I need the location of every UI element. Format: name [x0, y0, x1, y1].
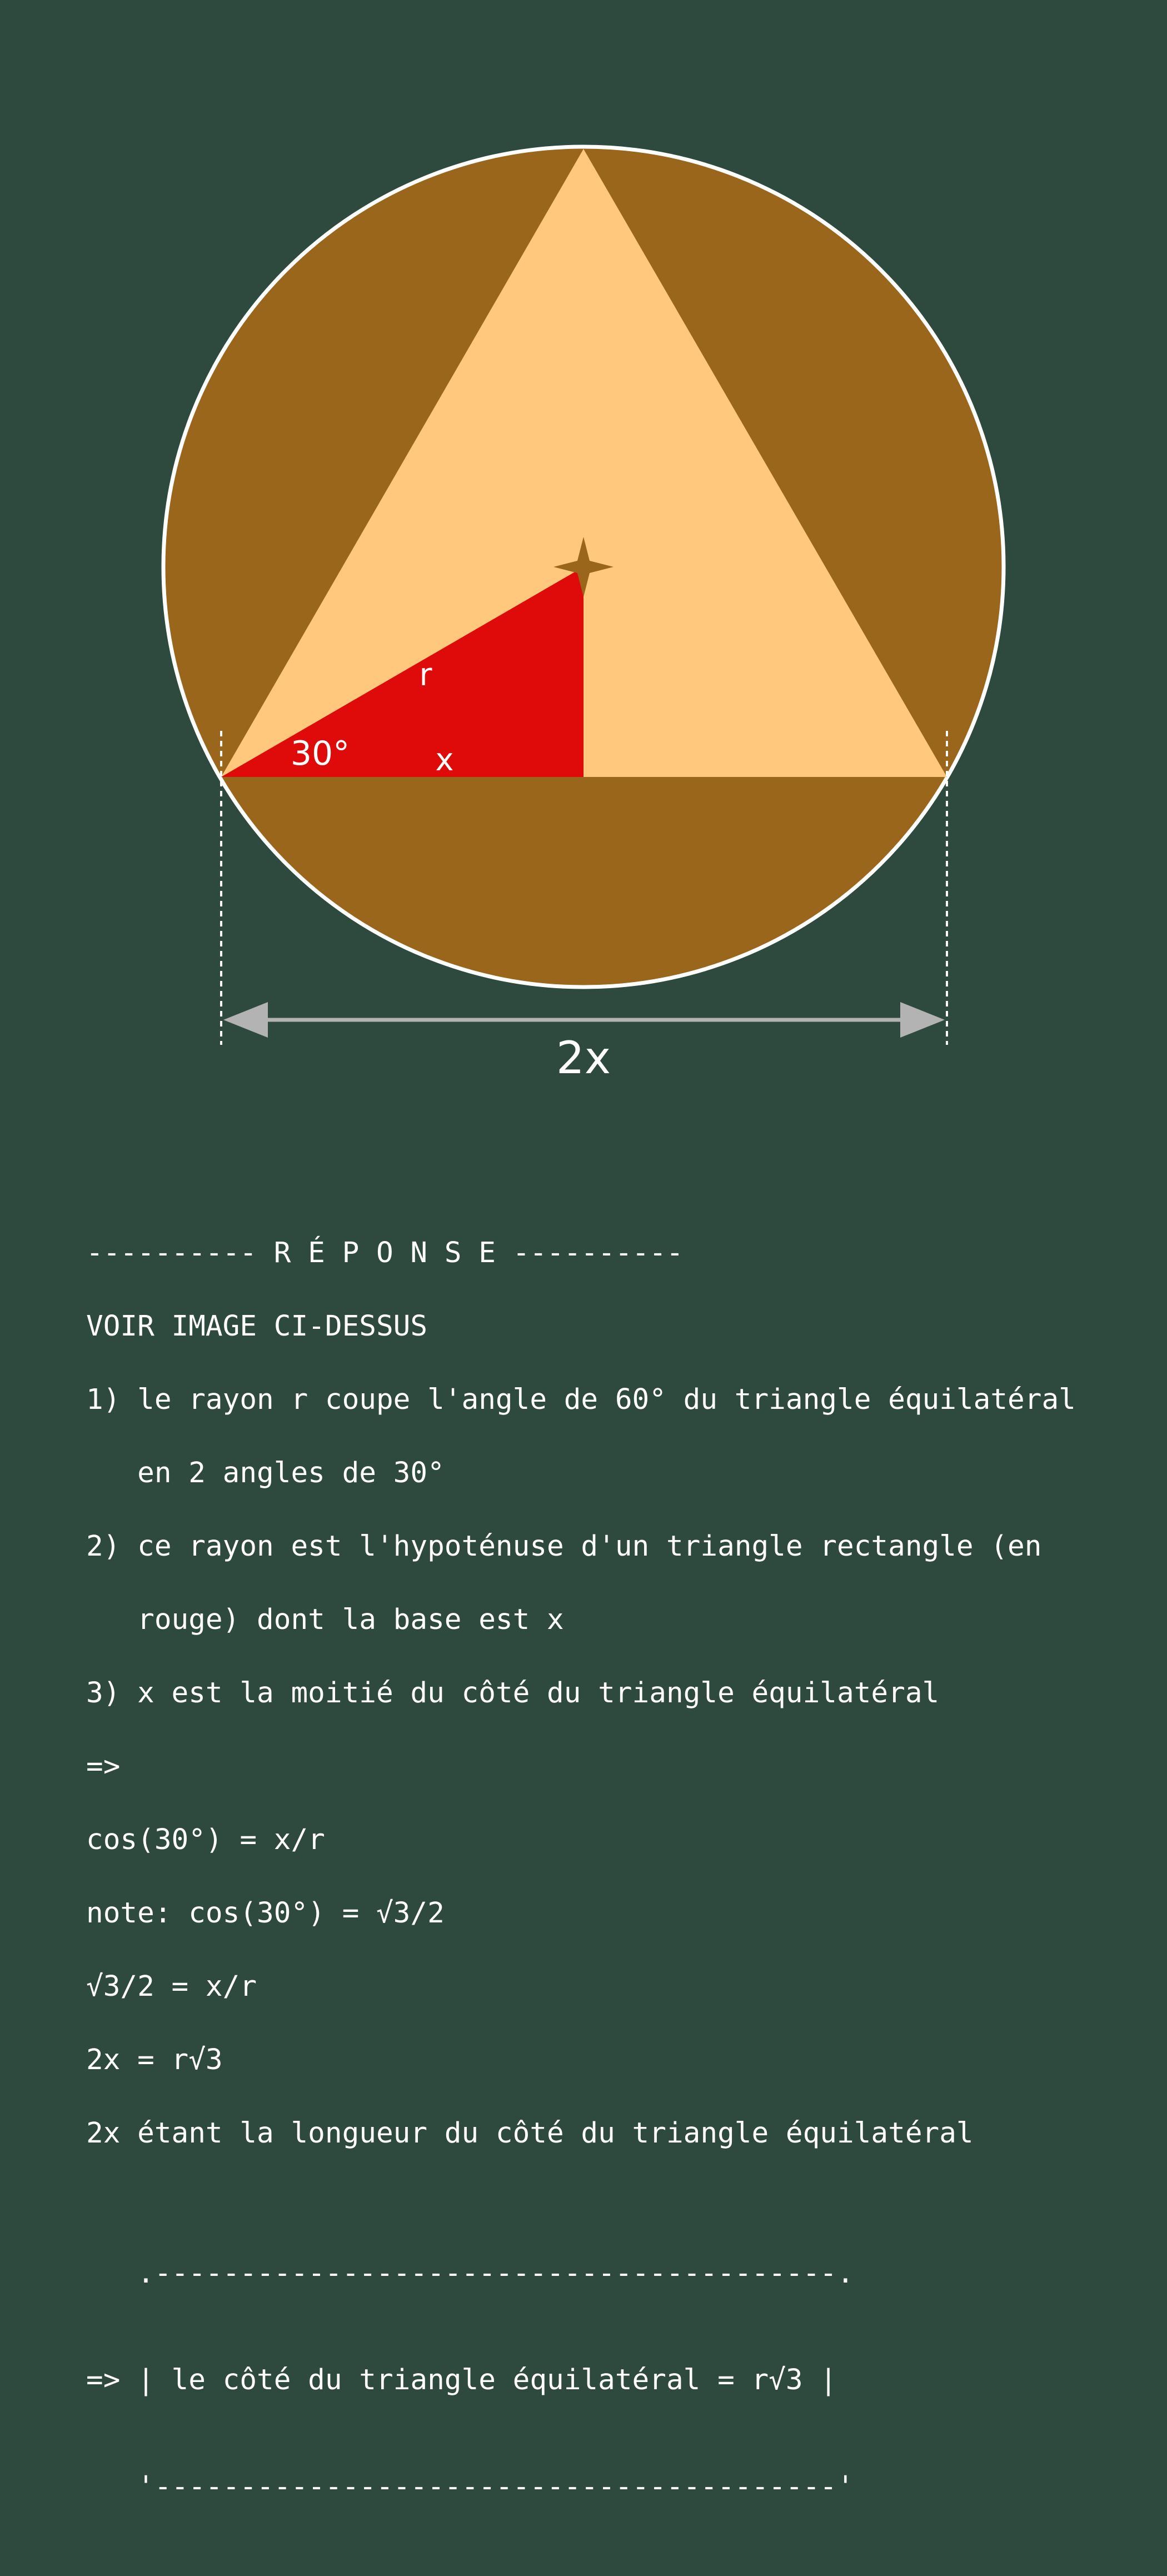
- answer-section: [86, 1231, 1076, 2576]
- right-arrowhead-icon: [900, 1002, 945, 1038]
- angle-label: 30°: [290, 734, 350, 773]
- result-box-top: .----------------------------------------.: [86, 2257, 854, 2290]
- result-box: [86, 2185, 1076, 2576]
- answer-line: note: cos(30°) = √3/2: [86, 1897, 445, 1930]
- answer-line: en 2 angles de 30°: [86, 1457, 445, 1489]
- result-box-bottom: '----------------------------------------': [86, 2470, 854, 2503]
- result-box-middle: => | le côté du triangle équilatéral = r√3 |: [86, 2364, 837, 2396]
- answer-line: 2x = r√3: [86, 2044, 223, 2076]
- base-label: x: [435, 742, 454, 778]
- answer-line: cos(30°) = x/r: [86, 1823, 325, 1856]
- dimension-label: 2x: [556, 1032, 611, 1084]
- answer-line: 2) ce rayon est l'hypoténuse d'un triangle rectangle (en: [86, 1530, 1042, 1563]
- geometry-diagram: [0, 0, 1167, 1139]
- hypotenuse-label: r: [419, 657, 432, 693]
- answer-line: 2x étant la longueur du côté du triangle équilatéral: [86, 2117, 974, 2150]
- answer-header: ---------- R É P O N S E ----------: [86, 1237, 684, 1269]
- answer-line: rouge) dont la base est x: [86, 1603, 564, 1636]
- answer-line: 1) le rayon r coupe l'angle de 60° du triangle équilatéral: [86, 1383, 1076, 1416]
- answer-line: √3/2 = x/r: [86, 1970, 257, 2003]
- answer-line: =>: [86, 1750, 121, 1783]
- answer-line: 3) x est la moitié du côté du triangle équilatéral: [86, 1677, 940, 1710]
- answer-line: VOIR IMAGE CI-DESSUS: [86, 1310, 428, 1343]
- left-arrowhead-icon: [223, 1002, 268, 1038]
